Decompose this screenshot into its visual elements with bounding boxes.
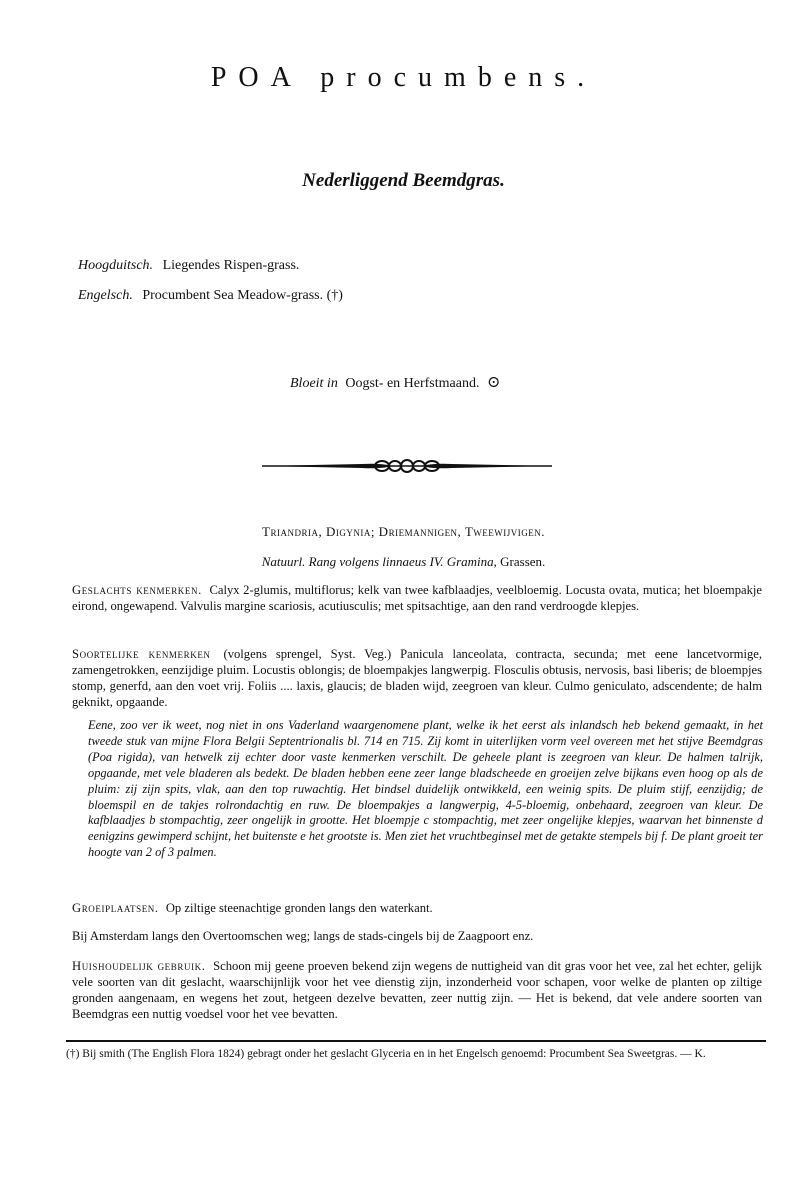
flowering-time	[290, 372, 500, 392]
bloom-text: Oogst- en Herfstmaand.	[345, 376, 480, 391]
economic-use	[72, 958, 762, 1022]
classification	[0, 524, 807, 540]
classification-text: Triandria, Digynia; Driemannigen, Tweewijvigen.	[262, 524, 545, 539]
species-characters	[72, 646, 762, 710]
footnote-divider	[66, 1040, 766, 1042]
natural-rank	[0, 554, 807, 570]
language-label: Engelsch.	[78, 288, 133, 303]
annual-symbol-icon: ⊙	[486, 374, 501, 391]
economic-text: Schoon mij geene proeven bekend zijn wegens de nuttigheid van dit gras voor het vee, zal het echter, gelijk vele soorten van dit geslacht, waarschijnlijk voor het vee dienstig zijn, inzonderheid voor schapen, voor welke de planten op ziltige gronden aangenaam, en wegens het zout, hetgeen dezelve bevatten, zeer nuttig zijn. — Het is bekend, dat vele andere soorten van Beemdgras een nuttig voedsel voor het vee bevatten.	[72, 959, 762, 1021]
locality: Bij Amsterdam langs den Overtoomschen weg; langs de stads-cingels bij de Zaagpoort enz.	[72, 929, 534, 943]
page-subtitle: Nederliggend Beemdgras.	[302, 170, 505, 191]
genus-lead: Geslachts kenmerken.	[72, 583, 202, 597]
plant-description: Eene, zoo ver ik weet, nog niet in ons Vaderland waargenomene plant, welke ik het eerst als inlandsch heb bekend gemaakt, in het tweede stuk van mijne Flora Belgii Septentrionalis bl. 714 en 715. Zij komt in uiterlijken vorm veel overeen met het stijve Beemdgras (Poa rigida), van hetwelk zij echter door vaste kenmerken verschilt. De geheele plant is zeegroen van kleur. De halmen talrijk, opgaande, met vele bladeren als bedekt. De bladen hebben eene zeer lange bladscheede en groeijen zelve bijkans even hoog op als de pluim: zij zijn spits, vlak, aan den top ruwachtig. Het bindsel duidelijk ontwikkeld, een weinig spits. De pluim stijf, eenzijdig; de bloemspil en de takjes rolrondachtig en ruw. De bloempakjes a langwerpig, 4-5-bloemig, onbehaard, zeegroen van kleur. De kafblaadjes b stompachtig, zeer ongelijk in grootte. Het bloempje c stompachtig, met zeer ongelijke klepjes, waarvan het binnenste d eenigzins gewimperd schijnt, het buitenste e het grootste is. Men ziet het vruchtbeginsel met de getakte stempels bij f. De plant groeit ter hoogte van 2 of 3 palmen.	[88, 718, 763, 860]
footnote: (†) Bij smith (The English Flora 1824) gebragt onder het geslacht Glyceria en in het Engelsch genoemd: Procumbent Sea Sweetgras. — K.	[66, 1048, 706, 1060]
species-lead: Soortelijke kenmerken	[72, 647, 211, 661]
vernacular-names	[78, 258, 343, 318]
rank-label: Natuurl. Rang volgens linnaeus IV.	[261, 554, 444, 569]
rank-group: Gramina	[446, 554, 494, 569]
page-title: POA procumbens.	[210, 62, 597, 93]
rank-rest: , Grassen.	[493, 554, 546, 569]
species-text: (volgens sprengel, Syst. Veg.) Panicula lanceolata, contracta, secunda; met eene lancetvormige, zamengetrokken, eenzijdige pluim. Locustis oblongis; de bloempakjes langwerpig. Flosculis obtusis, nervosis, basi liberis; de bloempjes stomp, generfd, aan den voet vrij. Foliis .... laxis, glaucis; de bladen wijd, zeegroen van kleur. Culmo geniculato, adscendente; de halm geknikt, opgaande.	[72, 647, 762, 709]
vernacular-name: Procumbent Sea Meadow-grass. (†)	[142, 288, 343, 303]
habitat-lead: Groeiplaatsen.	[72, 901, 159, 915]
habitat	[72, 900, 762, 916]
bloom-label: Bloeit in	[290, 376, 338, 391]
genus-characters	[72, 582, 762, 614]
name-row-english	[78, 288, 343, 318]
name-row-german	[78, 258, 343, 288]
economic-lead: Huishoudelijk gebruik.	[72, 959, 206, 973]
genus-text: Calyx 2-glumis, multiflorus; kelk van twee kafblaadjes, veelbloemig. Locusta ovata, mutica; het bloempakje eirond, ongewapend. Valvulis margine scariosis, acutiusculis; met spitsachtige, aan den rand verdroogde klepjes.	[72, 583, 762, 613]
ornamental-divider-icon	[262, 455, 552, 477]
language-label: Hoogduitsch.	[78, 258, 154, 273]
vernacular-name: Liegendes Rispen-grass.	[162, 258, 300, 273]
habitat-text: Op ziltige steenachtige gronden langs den waterkant.	[165, 901, 433, 915]
